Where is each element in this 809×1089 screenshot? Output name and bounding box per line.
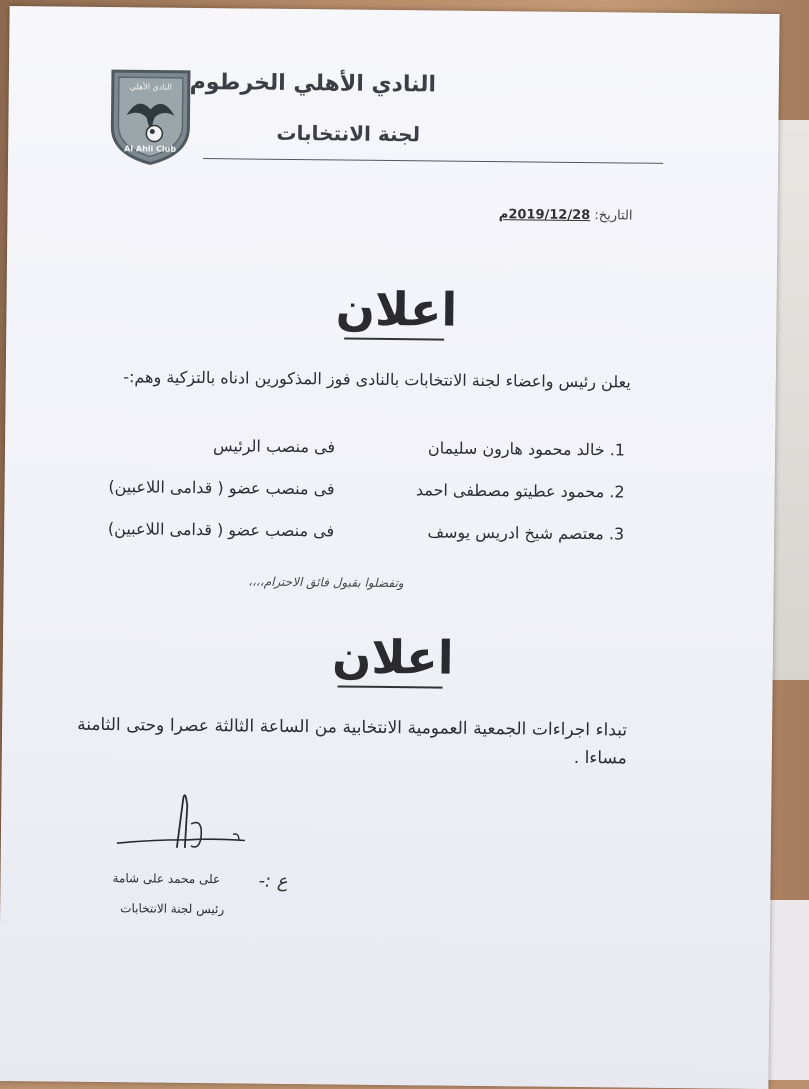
winner-name: 3. معتصم شيخ ادريس يوسف [427,522,625,544]
winner-role: فى منصب الرئيس [212,436,336,457]
closing-remark: وتفضلوا بقبول فائق الاحترام،،،، [248,574,404,591]
date-value: 2019/12/28م [498,207,591,224]
date-label: التاريخ: [594,208,633,224]
signer-name: على محمد على شامة [112,871,221,887]
winner-row [108,477,625,506]
winner-name: 1. خالد محمود هارون سليمان [427,438,626,460]
announcement-body: تبداء اجراءات الجمعية العمومية الانتخابية من الساعة الثالثة عصرا وحتى الثامنة مساءا . [77,714,628,769]
signer-title: رئيس لجنة الانتخابات [120,901,225,917]
committee-name: لجنة الانتخابات [276,120,421,147]
logo-text-top: النادي الأهلي [129,82,172,92]
announcement-underline-2 [338,685,443,688]
winner-row [115,435,625,464]
announcement-underline-1 [344,338,444,341]
header-divider [203,158,663,164]
signer-prefix: ع :- [258,870,288,892]
winner-role: فى منصب عضو ( قدامى اللاعبين) [108,477,335,499]
announcement-title-2: اعلان [331,629,454,685]
club-name: النادي الأهلي الخرطوم [189,69,437,98]
winner-name: 2. محمود عطيتو مصطفى احمد [415,480,625,502]
document-page [0,6,780,1089]
winner-role: فى منصب عضو ( قدامى اللاعبين) [107,519,335,541]
date-line [499,207,633,223]
logo-text-bottom: Al Ahli Club [124,144,177,154]
announcement-title-1: اعلان [335,281,458,337]
handwritten-signature [113,787,254,868]
announcement-intro: يعلن رئيس واعضاء لجنة الانتخابات بالنادى فوز المذكورين ادناه بالتزكية وهم:- [123,367,631,392]
winner-row [107,519,625,548]
